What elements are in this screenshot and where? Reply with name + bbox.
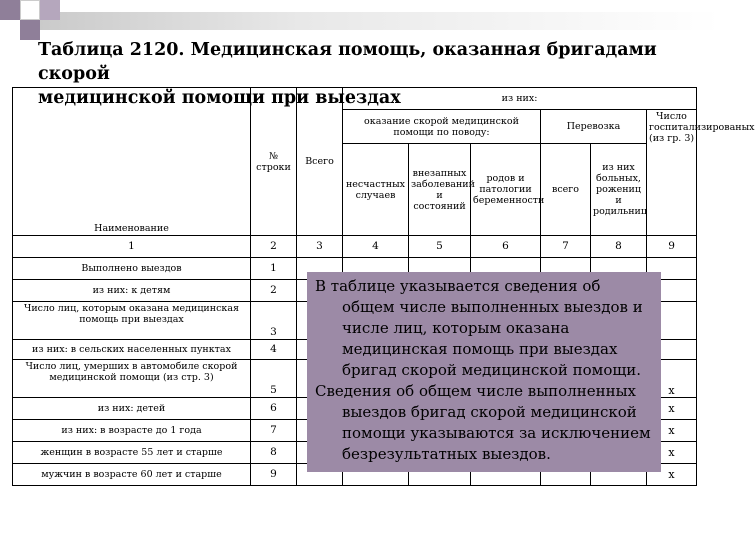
col-number: 6 bbox=[471, 236, 541, 258]
decor-square bbox=[0, 0, 20, 20]
header-sudden-diseases: внезапных заболеваний и состояний bbox=[409, 144, 471, 236]
row-name: из них: детей bbox=[13, 398, 251, 420]
row-index: 5 bbox=[251, 360, 297, 398]
row-index: 2 bbox=[251, 280, 297, 302]
row-name: женщин в возрасте 55 лет и старше bbox=[13, 442, 251, 464]
header-transport-total: всего bbox=[541, 144, 591, 236]
title-line-2: медицинской помощи при выездах bbox=[38, 88, 401, 108]
row-name: из них: в сельских населенных пунктах bbox=[13, 340, 251, 360]
row-name: Число лиц, которым оказана медицинская помощь при выездах bbox=[13, 302, 251, 340]
header-hospitalized: Число госпитализированых (из гр. 3) bbox=[647, 110, 697, 236]
row-name: из них: в возрасте до 1 года bbox=[13, 420, 251, 442]
row-name: мужчин в возрасте 60 лет и старше bbox=[13, 464, 251, 486]
header-help-provided: оказание скорой медицинской помощи по поводу: bbox=[343, 110, 541, 144]
row-index: 4 bbox=[251, 340, 297, 360]
note-paragraph-1: В таблице указывается сведения об общем числе выполненных выездов и числе лиц, которым оказана медицинская помощь при выездах бригад скорой медицинской помощи. bbox=[315, 277, 643, 379]
header-sick-women: из них больных, рожениц и родильниц bbox=[591, 144, 647, 236]
top-decor-bar bbox=[20, 12, 720, 30]
row-hosp: x bbox=[647, 398, 697, 420]
header-of-them: из них: bbox=[343, 88, 697, 110]
header-total: Всего bbox=[297, 88, 343, 236]
header-row-no: № строки bbox=[251, 88, 297, 236]
row-index: 3 bbox=[251, 302, 297, 340]
row-index: 7 bbox=[251, 420, 297, 442]
decor-square bbox=[40, 0, 60, 20]
row-index: 1 bbox=[251, 258, 297, 280]
row-hosp: x bbox=[647, 360, 697, 398]
column-number-row bbox=[13, 236, 697, 258]
header-name-label: Наименование bbox=[94, 223, 169, 234]
col-number: 8 bbox=[591, 236, 647, 258]
row-index: 6 bbox=[251, 398, 297, 420]
header-transport: Перевозка bbox=[541, 110, 647, 144]
row-index: 8 bbox=[251, 442, 297, 464]
row-name: Выполнено выездов bbox=[13, 258, 251, 280]
header-births: родов и патологии беременности bbox=[471, 144, 541, 236]
note-callout bbox=[307, 272, 661, 472]
row-hosp: x bbox=[647, 464, 697, 486]
row-index: 9 bbox=[251, 464, 297, 486]
row-hosp: x bbox=[647, 442, 697, 464]
col-number: 1 bbox=[13, 236, 251, 258]
header-name bbox=[13, 88, 251, 236]
title-line-1: Таблица 2120. Медицинская помощь, оказанная бригадами скорой bbox=[38, 40, 657, 84]
col-number: 4 bbox=[343, 236, 409, 258]
col-number: 2 bbox=[251, 236, 297, 258]
col-number: 5 bbox=[409, 236, 471, 258]
decor-square bbox=[0, 20, 20, 40]
col-number: 9 bbox=[647, 236, 697, 258]
row-name: из них: к детям bbox=[13, 280, 251, 302]
note-paragraph-2: Сведения об общем числе выполненных выездов бригад скорой медицинской помощи указываются за исключением безрезультатных выездов. bbox=[315, 382, 651, 463]
decor-square bbox=[20, 20, 40, 40]
row-name: Число лиц, умерших в автомобиле скорой медицинской помощи (из стр. 3) bbox=[13, 360, 251, 398]
row-hosp: x bbox=[647, 420, 697, 442]
decor-square bbox=[20, 0, 40, 20]
col-number: 3 bbox=[297, 236, 343, 258]
header-accidents: несчастных случаев bbox=[343, 144, 409, 236]
col-number: 7 bbox=[541, 236, 591, 258]
